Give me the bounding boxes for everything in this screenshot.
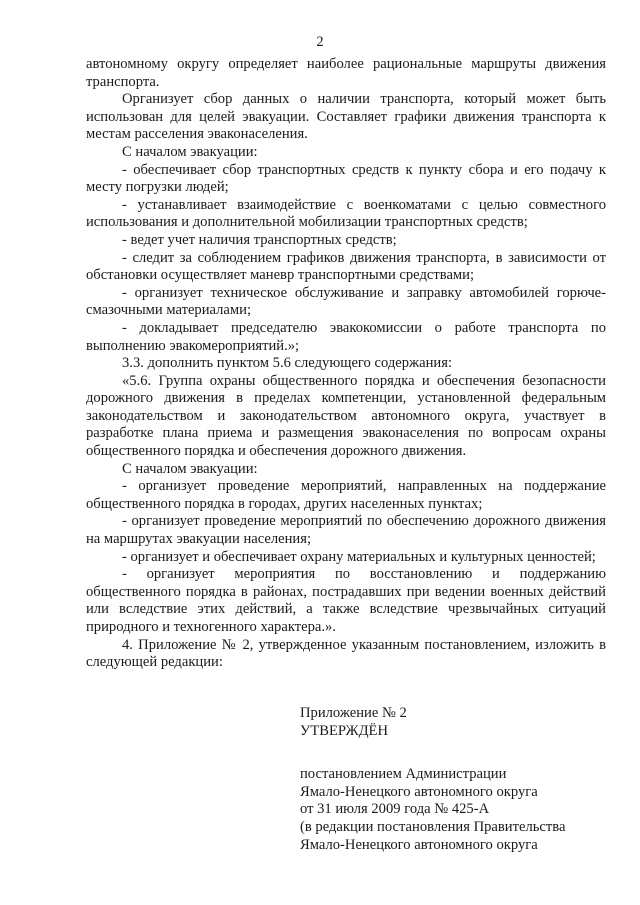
approval-block (300, 705, 620, 854)
paragraph: 4. Приложение № 2, утвержденное указанным постановлением, изложить в следующей редакции: (86, 636, 606, 671)
paragraph: Организует сбор данных о наличии транспорта, который может быть использован для целей эвакуации. Составляет графики движения транспорта к местам расселения эваконаселения. (86, 91, 606, 143)
approved-label: УТВЕРЖДЁН (300, 722, 388, 739)
paragraph: С началом эвакуации: (122, 460, 258, 477)
paragraph: - обеспечивает сбор транспортных средств к пункту сбора и его подачу к месту погрузки людей; (86, 161, 606, 196)
paragraph: С началом эвакуации: (122, 143, 258, 160)
paragraph: - организует проведение мероприятий, направленных на поддержание общественного порядка в городах, других населенных пунктах; (86, 478, 606, 512)
paragraph: автономному округу определяет наиболее рациональные маршруты движения транспорта. (86, 56, 606, 90)
paragraph: - организует и обеспечивает охрану материальных и культурных ценностей; (122, 548, 596, 565)
paragraph: 3.3. дополнить пунктом 5.6 следующего содержания: (122, 355, 453, 372)
appendix-label: Приложение № 2 (300, 705, 407, 721)
paragraph: - следит за соблюдением графиков движения транспорта, в зависимости от обстановки осуществляет маневр транспортными средствами; (86, 249, 606, 284)
approval-line: постановлением Администрации (300, 766, 507, 783)
paragraph: - организует мероприятия по восстановлению и поддержанию общественного порядка в районах, пострадавших при ведении военных действий или вследствие этих действий, а также вследствие чрезвычайных ситуаций природного и техногенного характера.». (86, 566, 606, 635)
paragraph: - докладывает председателю эвакокомиссии о работе транспорта по выполнению эвакомероприятий.»; (86, 319, 606, 354)
approval-line: от 31 июля 2009 года № 425-А (300, 801, 490, 818)
page-number: 2 (316, 34, 324, 50)
paragraph: - организует проведение мероприятий по обеспечению дорожного движения на маршрутах эвакуации населения; (86, 513, 606, 548)
approval-line: (в редакции постановления Правительства (300, 818, 566, 835)
paragraph: - ведет учет наличия транспортных средств; (122, 231, 397, 248)
approval-line: Ямало-Ненецкого автономного округа (300, 783, 538, 800)
paragraph: «5.6. Группа охраны общественного порядка и обеспечения безопасности дорожного движения в пределах компетенции, установленной федеральным законодательством и законодательством автономного округа, участвует в разработке плана приема и размещения эваконаселения по вопросам охраны общественного порядка и обеспечения дорожного движения. (86, 372, 606, 460)
document-body (86, 56, 606, 672)
approval-line: Ямало-Ненецкого автономного округа (300, 836, 538, 853)
paragraph: - организует техническое обслуживание и заправку автомобилей горюче-смазочными материалами; (86, 284, 606, 319)
paragraph: - устанавливает взаимодействие с военкоматами с целью совместного использования и дополнительной мобилизации транспортных средств; (86, 196, 606, 231)
